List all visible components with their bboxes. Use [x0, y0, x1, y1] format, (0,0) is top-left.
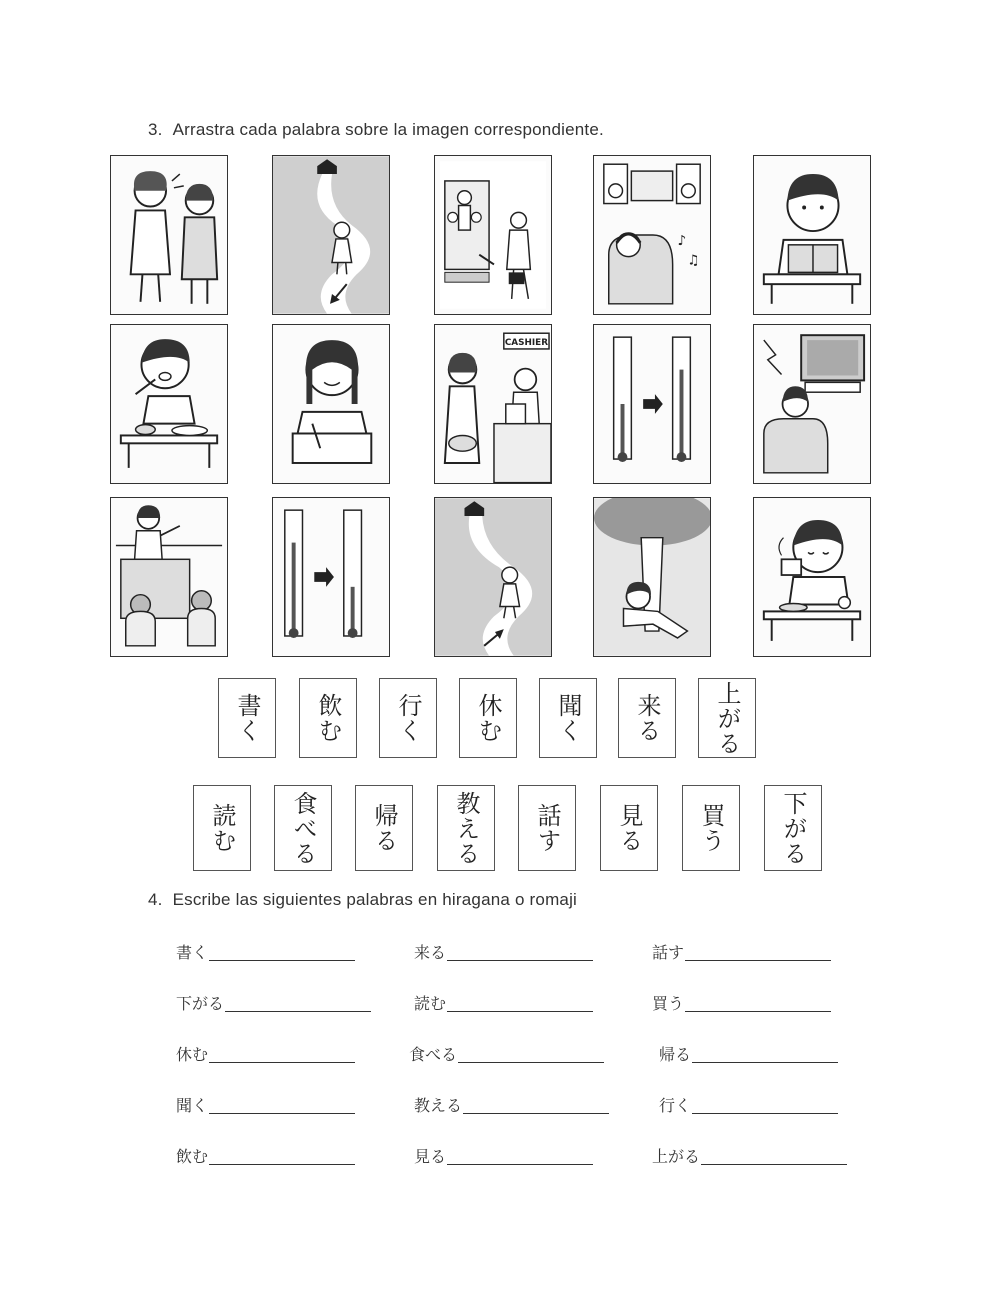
- section-4-instruction: Escribe las siguientes palabras en hiragana o romaji: [172, 890, 578, 909]
- fill-item[interactable]: [414, 991, 593, 1014]
- picture-boy-resting-under-tree[interactable]: [593, 497, 711, 657]
- picture-woman-at-cashier[interactable]: [434, 324, 552, 484]
- fill-item[interactable]: [659, 1093, 838, 1116]
- word-card-label: 見る: [615, 803, 643, 853]
- word-card-yomu[interactable]: [193, 785, 251, 871]
- answer-line[interactable]: [225, 1010, 371, 1012]
- girl-walking-up-path-illustration: [435, 498, 551, 656]
- boy-listening-to-music-illustration: [594, 156, 710, 314]
- fill-item[interactable]: [414, 940, 593, 963]
- thermometers-rising-illustration: [594, 325, 710, 483]
- picture-girl-walking-down-path[interactable]: [272, 155, 390, 315]
- word-card-label: 買う: [697, 803, 725, 853]
- section-3-heading: [148, 120, 604, 140]
- two-women-talking-illustration: [111, 156, 227, 314]
- fill-item-word: 休む: [176, 1045, 209, 1064]
- word-card-sagaru[interactable]: [764, 785, 822, 871]
- word-card-label: 話す: [533, 803, 561, 853]
- fill-item-word: 教える: [414, 1096, 463, 1115]
- answer-line[interactable]: [209, 959, 355, 961]
- picture-boy-eating[interactable]: [110, 324, 228, 484]
- word-card-kaku[interactable]: [218, 678, 276, 758]
- section-3-instruction: Arrastra cada palabra sobre la imagen correspondiente.: [172, 120, 604, 139]
- fill-item-word: 行く: [659, 1096, 692, 1115]
- answer-line[interactable]: [209, 1112, 355, 1114]
- fill-item-word: 上がる: [652, 1147, 701, 1166]
- picture-boy-reading-book[interactable]: [753, 155, 871, 315]
- answer-line[interactable]: [447, 959, 593, 961]
- word-card-label: 上がる: [713, 680, 741, 756]
- word-card-label: 食べる: [289, 790, 317, 866]
- fill-item-word: 飲む: [176, 1147, 209, 1166]
- answer-line[interactable]: [692, 1061, 838, 1063]
- word-card-yasumu[interactable]: [459, 678, 517, 758]
- word-card-label: 帰る: [370, 803, 398, 853]
- fill-item[interactable]: [176, 1093, 355, 1116]
- fill-item-word: 聞く: [176, 1096, 209, 1115]
- thermometers-falling-illustration: [273, 498, 389, 656]
- word-card-label: 飲む: [314, 693, 342, 743]
- word-card-taberu[interactable]: [274, 785, 332, 871]
- fill-item[interactable]: [659, 1042, 838, 1065]
- section-3-number: 3.: [148, 120, 163, 139]
- fill-item-word: 食べる: [409, 1045, 458, 1064]
- man-arriving-at-house-illustration: [435, 156, 551, 314]
- boy-resting-under-tree-illustration: [594, 498, 710, 656]
- fill-item-word: 下がる: [176, 994, 225, 1013]
- word-card-kuru[interactable]: [618, 678, 676, 758]
- cashier-sign-text: CASHIER: [504, 338, 549, 349]
- fill-item-word: 話す: [652, 943, 685, 962]
- word-card-nomu[interactable]: [299, 678, 357, 758]
- answer-line[interactable]: [701, 1163, 847, 1165]
- word-card-label: 下がる: [779, 790, 807, 866]
- woman-at-cashier-illustration: [435, 325, 551, 483]
- word-card-agaru[interactable]: [698, 678, 756, 758]
- fill-item-word: 来る: [414, 943, 447, 962]
- fill-item[interactable]: [176, 991, 371, 1014]
- word-card-label: 書く: [233, 693, 261, 743]
- fill-item-word: 見る: [414, 1147, 447, 1166]
- fill-item-word: 読む: [414, 994, 447, 1013]
- girl-writing-illustration: [273, 325, 389, 483]
- boy-watching-tv-illustration: [754, 325, 870, 483]
- picture-boy-watching-tv[interactable]: [753, 324, 871, 484]
- answer-line[interactable]: [463, 1112, 609, 1114]
- section-4-heading: [148, 890, 577, 910]
- word-card-label: 読む: [208, 803, 236, 853]
- word-card-label: 教える: [452, 790, 480, 866]
- picture-thermometers-falling[interactable]: [272, 497, 390, 657]
- word-card-miru[interactable]: [600, 785, 658, 871]
- answer-line[interactable]: [458, 1061, 604, 1063]
- answer-line[interactable]: [685, 1010, 831, 1012]
- word-card-oshieru[interactable]: [437, 785, 495, 871]
- boy-reading-book-illustration: [754, 156, 870, 314]
- word-card-kiku[interactable]: [539, 678, 597, 758]
- word-card-hanasu[interactable]: [518, 785, 576, 871]
- answer-line[interactable]: [685, 959, 831, 961]
- fill-item-word: 書く: [176, 943, 209, 962]
- picture-boy-listening-to-music[interactable]: [593, 155, 711, 315]
- svg-text:♪: ♪: [677, 232, 687, 249]
- boy-drinking-tea-illustration: [754, 498, 870, 656]
- girl-walking-down-path-illustration: [273, 156, 389, 314]
- picture-girl-writing[interactable]: [272, 324, 390, 484]
- fill-item[interactable]: [652, 940, 831, 963]
- svg-text:♫: ♫: [687, 252, 700, 269]
- word-card-label: 聞く: [554, 693, 582, 743]
- answer-line[interactable]: [447, 1163, 593, 1165]
- word-card-iku[interactable]: [379, 678, 437, 758]
- fill-item[interactable]: [176, 1144, 355, 1167]
- fill-item[interactable]: [652, 1144, 847, 1167]
- word-card-kaeru[interactable]: [355, 785, 413, 871]
- picture-girl-walking-up-path[interactable]: [434, 497, 552, 657]
- word-card-label: 休む: [474, 693, 502, 743]
- word-card-label: 来る: [633, 693, 661, 743]
- picture-thermometers-rising[interactable]: [593, 324, 711, 484]
- answer-line[interactable]: [209, 1061, 355, 1063]
- fill-item[interactable]: [652, 991, 831, 1014]
- picture-two-women-talking[interactable]: [110, 155, 228, 315]
- word-card-label: 行く: [394, 693, 422, 743]
- boy-eating-illustration: [111, 325, 227, 483]
- answer-line[interactable]: [209, 1163, 355, 1165]
- fill-item-word: 帰る: [659, 1045, 692, 1064]
- fill-item[interactable]: [176, 1042, 355, 1065]
- fill-item-word: 買う: [652, 994, 685, 1013]
- picture-teacher-teaching[interactable]: [110, 497, 228, 657]
- fill-item[interactable]: [409, 1042, 604, 1065]
- picture-boy-drinking-tea[interactable]: [753, 497, 871, 657]
- fill-item[interactable]: [414, 1093, 609, 1116]
- answer-line[interactable]: [447, 1010, 593, 1012]
- fill-item[interactable]: [176, 940, 355, 963]
- picture-man-arriving-at-house[interactable]: [434, 155, 552, 315]
- teacher-teaching-illustration: [111, 498, 227, 656]
- word-card-kau[interactable]: [682, 785, 740, 871]
- fill-item[interactable]: [414, 1144, 593, 1167]
- section-4-number: 4.: [148, 890, 163, 909]
- answer-line[interactable]: [692, 1112, 838, 1114]
